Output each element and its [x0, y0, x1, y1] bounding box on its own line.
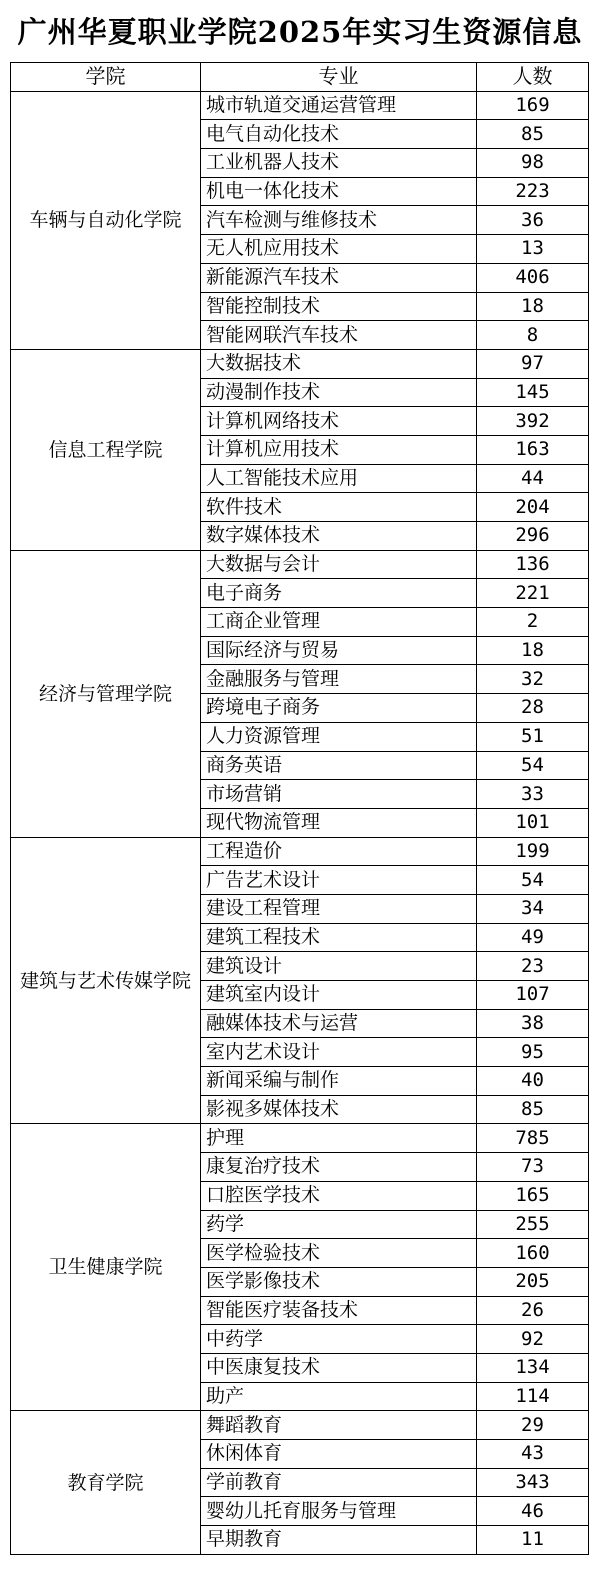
- count-cell: 54: [477, 751, 589, 780]
- count-cell: 204: [477, 493, 589, 522]
- major-cell: 动漫制作技术: [201, 378, 477, 407]
- count-cell: 165: [477, 1181, 589, 1210]
- count-cell: 11: [477, 1526, 589, 1555]
- count-cell: 92: [477, 1325, 589, 1354]
- major-cell: 影视多媒体技术: [201, 1095, 477, 1124]
- count-cell: 2: [477, 608, 589, 637]
- major-cell: 室内艺术设计: [201, 1038, 477, 1067]
- count-cell: 343: [477, 1468, 589, 1497]
- count-cell: 8: [477, 321, 589, 350]
- count-cell: 221: [477, 579, 589, 608]
- major-cell: 建设工程管理: [201, 894, 477, 923]
- major-cell: 助产: [201, 1382, 477, 1411]
- major-cell: 计算机应用技术: [201, 435, 477, 464]
- major-cell: 跨境电子商务: [201, 694, 477, 723]
- major-cell: 中药学: [201, 1325, 477, 1354]
- count-cell: 36: [477, 206, 589, 235]
- count-cell: 163: [477, 435, 589, 464]
- major-cell: 工业机器人技术: [201, 149, 477, 178]
- major-cell: 医学检验技术: [201, 1239, 477, 1268]
- count-cell: 136: [477, 550, 589, 579]
- major-cell: 护理: [201, 1124, 477, 1153]
- count-cell: 145: [477, 378, 589, 407]
- count-cell: 97: [477, 349, 589, 378]
- major-cell: 软件技术: [201, 493, 477, 522]
- major-cell: 智能医疗装备技术: [201, 1296, 477, 1325]
- count-cell: 43: [477, 1440, 589, 1469]
- count-cell: 107: [477, 981, 589, 1010]
- college-cell: 经济与管理学院: [11, 550, 201, 837]
- major-cell: 婴幼儿托育服务与管理: [201, 1497, 477, 1526]
- major-cell: 工商企业管理: [201, 608, 477, 637]
- count-cell: 223: [477, 177, 589, 206]
- count-cell: 46: [477, 1497, 589, 1526]
- count-cell: 85: [477, 1095, 589, 1124]
- major-cell: 电子商务: [201, 579, 477, 608]
- count-cell: 255: [477, 1210, 589, 1239]
- major-cell: 智能网联汽车技术: [201, 321, 477, 350]
- college-cell: 建筑与艺术传媒学院: [11, 837, 201, 1124]
- table-row: [11, 837, 589, 866]
- major-cell: 医学影像技术: [201, 1267, 477, 1296]
- major-cell: 广告艺术设计: [201, 866, 477, 895]
- count-cell: 32: [477, 665, 589, 694]
- major-cell: 商务英语: [201, 751, 477, 780]
- count-cell: 49: [477, 923, 589, 952]
- major-cell: 人力资源管理: [201, 722, 477, 751]
- major-cell: 智能控制技术: [201, 292, 477, 321]
- major-cell: 国际经济与贸易: [201, 636, 477, 665]
- major-cell: 新能源汽车技术: [201, 263, 477, 292]
- major-cell: 融媒体技术与运营: [201, 1009, 477, 1038]
- count-cell: 28: [477, 694, 589, 723]
- count-cell: 85: [477, 120, 589, 149]
- table-row: [11, 550, 589, 579]
- page-title: 广州华夏职业学院2025年实习生资源信息: [17, 15, 583, 49]
- major-cell: 休闲体育: [201, 1440, 477, 1469]
- count-cell: 29: [477, 1411, 589, 1440]
- college-cell: 车辆与自动化学院: [11, 91, 201, 349]
- major-cell: 计算机网络技术: [201, 407, 477, 436]
- count-cell: 33: [477, 780, 589, 809]
- internship-table: [10, 62, 589, 1555]
- count-cell: 34: [477, 894, 589, 923]
- major-cell: 大数据技术: [201, 349, 477, 378]
- count-cell: 95: [477, 1038, 589, 1067]
- major-cell: 数字媒体技术: [201, 522, 477, 551]
- count-cell: 296: [477, 522, 589, 551]
- table-row: [11, 1411, 589, 1440]
- major-cell: 康复治疗技术: [201, 1153, 477, 1182]
- count-cell: 18: [477, 292, 589, 321]
- count-cell: 406: [477, 263, 589, 292]
- major-cell: 现代物流管理: [201, 808, 477, 837]
- count-cell: 101: [477, 808, 589, 837]
- count-cell: 98: [477, 149, 589, 178]
- college-cell: 信息工程学院: [11, 349, 201, 550]
- table-row: [11, 349, 589, 378]
- college-cell: 卫生健康学院: [11, 1124, 201, 1411]
- table-row: [11, 1124, 589, 1153]
- header-row: [11, 63, 589, 92]
- major-cell: 无人机应用技术: [201, 235, 477, 264]
- count-cell: 199: [477, 837, 589, 866]
- major-cell: 口腔医学技术: [201, 1181, 477, 1210]
- major-cell: 人工智能技术应用: [201, 464, 477, 493]
- major-cell: 工程造价: [201, 837, 477, 866]
- major-cell: 舞蹈教育: [201, 1411, 477, 1440]
- count-cell: 169: [477, 91, 589, 120]
- major-cell: 学前教育: [201, 1468, 477, 1497]
- college-cell: 教育学院: [11, 1411, 201, 1554]
- major-cell: 药学: [201, 1210, 477, 1239]
- major-cell: 建筑工程技术: [201, 923, 477, 952]
- count-cell: 160: [477, 1239, 589, 1268]
- count-cell: 44: [477, 464, 589, 493]
- count-cell: 205: [477, 1267, 589, 1296]
- major-cell: 新闻采编与制作: [201, 1067, 477, 1096]
- major-cell: 机电一体化技术: [201, 177, 477, 206]
- count-cell: 13: [477, 235, 589, 264]
- count-cell: 40: [477, 1067, 589, 1096]
- major-cell: 汽车检测与维修技术: [201, 206, 477, 235]
- major-cell: 早期教育: [201, 1526, 477, 1555]
- count-cell: 114: [477, 1382, 589, 1411]
- count-cell: 54: [477, 866, 589, 895]
- major-cell: 电气自动化技术: [201, 120, 477, 149]
- major-cell: 城市轨道交通运营管理: [201, 91, 477, 120]
- table-row: [11, 91, 589, 120]
- major-cell: 中医康复技术: [201, 1353, 477, 1382]
- header-college: 学院: [11, 63, 201, 92]
- header-major: 专业: [201, 63, 477, 92]
- count-cell: 26: [477, 1296, 589, 1325]
- count-cell: 134: [477, 1353, 589, 1382]
- major-cell: 市场营销: [201, 780, 477, 809]
- count-cell: 23: [477, 952, 589, 981]
- count-cell: 73: [477, 1153, 589, 1182]
- table-body: [11, 91, 589, 1554]
- count-cell: 785: [477, 1124, 589, 1153]
- major-cell: 建筑室内设计: [201, 981, 477, 1010]
- major-cell: 建筑设计: [201, 952, 477, 981]
- count-cell: 392: [477, 407, 589, 436]
- header-count: 人数: [477, 63, 589, 92]
- major-cell: 金融服务与管理: [201, 665, 477, 694]
- count-cell: 38: [477, 1009, 589, 1038]
- count-cell: 51: [477, 722, 589, 751]
- major-cell: 大数据与会计: [201, 550, 477, 579]
- count-cell: 18: [477, 636, 589, 665]
